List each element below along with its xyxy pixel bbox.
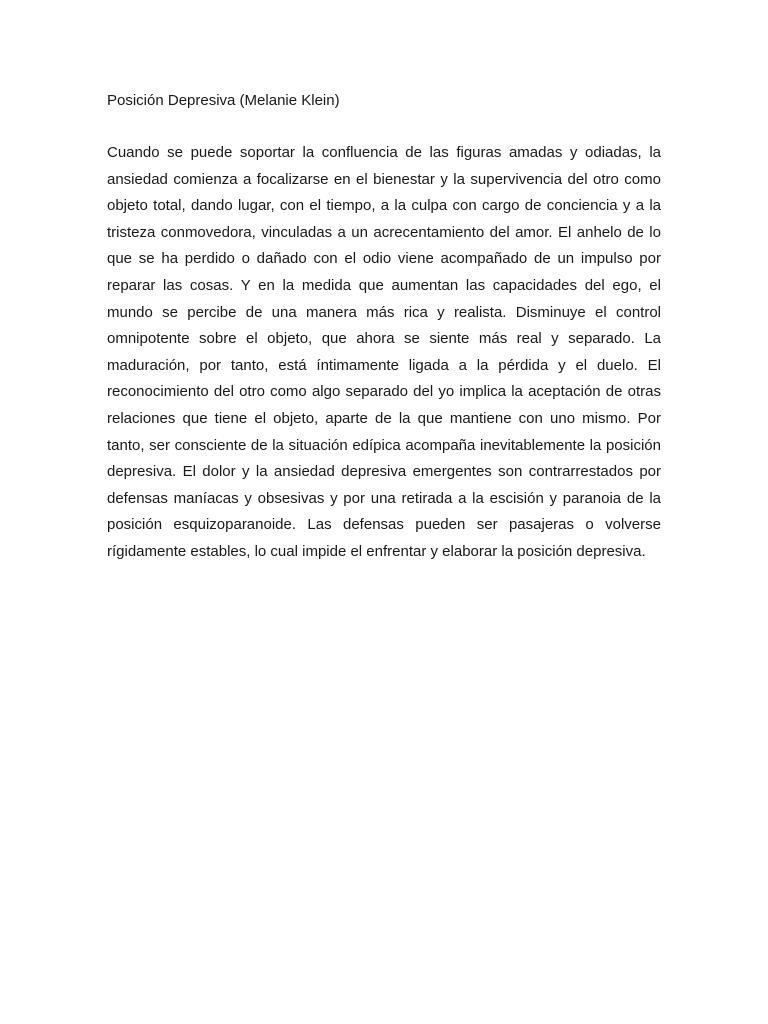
document-title: Posición Depresiva (Melanie Klein) (107, 92, 340, 109)
body-paragraph: Cuando se puede soportar la confluencia de las figuras amadas y odiadas, la ansiedad comienza a focalizarse en el bienestar y la supervivencia del otro como objeto total, dando lugar, con el tiempo, a la culpa con cargo de conciencia y a la tristeza conmovedora, vinculadas a un acrecentamiento del amor. El anhelo de lo que se ha perdido o dañado con el odio viene acompañado de un impulso por reparar las cosas. Y en la medida que aumentan las capacidades del ego, el mundo se percibe de una manera más rica y realista. Disminuye el control omnipotente sobre el objeto, que ahora se siente más real y separado. La maduración, por tanto, está íntimamente ligada a la pérdida y el duelo. El reconocimiento del otro como algo separado del yo implica la aceptación de otras relaciones que tiene el objeto, aparte de la que mantiene con uno mismo. Por tanto, ser consciente de la situación edípica acompaña inevitablemente la posición depresiva. El dolor y la ansiedad depresiva emergentes son contrarrestados por defensas maníacas y obsesivas y por una retirada a la escisión y paranoia de la posición esquizoparanoide. Las defensas pueden ser pasajeras o volverse rígidamente estables, lo cual impide el enfrentar y elaborar la posición depresiva. (107, 144, 661, 560)
document-content (107, 88, 661, 566)
